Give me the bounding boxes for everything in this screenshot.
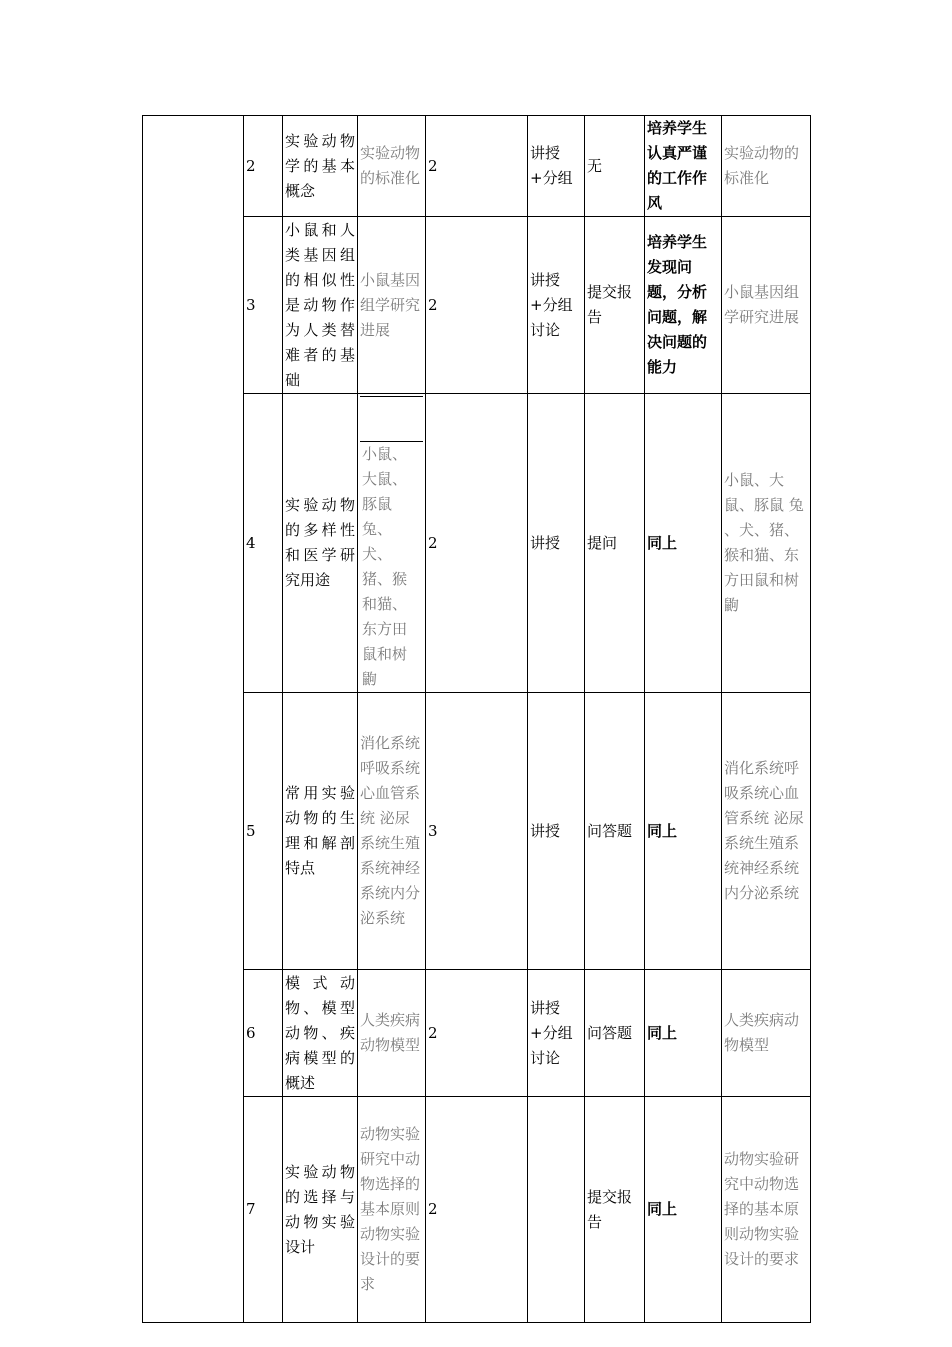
key-points-cell: 人类疾病动物模型 xyxy=(722,970,811,1097)
ideology-cell: 培养学生发现问题，分析问题，解决问题的能力 xyxy=(645,217,722,394)
table-row xyxy=(143,217,811,394)
hours-cell: 2 xyxy=(426,970,528,1097)
topic-cell: 模式动物、模型动物、疾病模型的概述 xyxy=(283,970,358,1097)
topic-cell: 实验动物的选择与动物实验设计 xyxy=(283,1097,358,1323)
hours-cell: 2 xyxy=(426,394,528,693)
ideology-cell: 同上 xyxy=(645,394,722,693)
row-number: 2 xyxy=(244,116,283,217)
row-number: 4 xyxy=(244,394,283,693)
assessment-cell: 提交报告 xyxy=(585,1097,645,1323)
table-row xyxy=(143,394,811,693)
hours-cell: 3 xyxy=(426,693,528,970)
hours-cell: 2 xyxy=(426,217,528,394)
content-text: 小鼠、大鼠、豚鼠兔、犬、猪、猴和猫、东方田鼠和树鼩 xyxy=(362,445,408,688)
ideology-cell: 同上 xyxy=(645,1097,722,1323)
hours-cell: 2 xyxy=(426,1097,528,1323)
key-points-cell: 小鼠、大鼠、豚鼠 兔 、犬、猪、猴和猫、东方田鼠和树鼩 xyxy=(722,394,811,693)
method-cell: 讲授+分组讨论 xyxy=(528,970,585,1097)
merged-left-cell xyxy=(143,116,244,1323)
table-row xyxy=(143,1097,811,1323)
key-points-cell: 消化系统呼吸系统心血管系统 泌尿系统生殖系统神经系统内分泌系统 xyxy=(722,693,811,970)
ideology-cell: 同上 xyxy=(645,970,722,1097)
row-number: 3 xyxy=(244,217,283,394)
ideology-cell: 同上 xyxy=(645,693,722,970)
key-points-cell: 实验动物的标准化 xyxy=(722,116,811,217)
row-number: 7 xyxy=(244,1097,283,1323)
assessment-cell: 提问 xyxy=(585,394,645,693)
content-cell: 实验动物的标准化 xyxy=(358,116,426,217)
method-cell: 讲授 xyxy=(528,394,585,693)
assessment-cell: 问答题 xyxy=(585,693,645,970)
method-cell xyxy=(528,1097,585,1323)
topic-cell: 实验动物学的基本概念 xyxy=(283,116,358,217)
table-row xyxy=(143,116,811,217)
assessment-cell: 问答题 xyxy=(585,970,645,1097)
key-points-cell: 小鼠基因组学研究进展 xyxy=(722,217,811,394)
course-schedule-table xyxy=(142,115,811,1323)
content-divider xyxy=(360,396,423,442)
content-cell: 人类疾病动物模型 xyxy=(358,970,426,1097)
content-cell: 动物实验研究中动物选择的基本原则动物实验设计的要求 xyxy=(358,1097,426,1323)
topic-cell: 小鼠和人类基因组的相似性是动物作为人类替难者的基础 xyxy=(283,217,358,394)
table-row xyxy=(143,693,811,970)
row-number: 6 xyxy=(244,970,283,1097)
topic-cell: 实验动物的多样性和医学研究用途 xyxy=(283,394,358,693)
assessment-cell: 提交报告 xyxy=(585,217,645,394)
row-number: 5 xyxy=(244,693,283,970)
key-points-cell: 动物实验研究中动物选择的基本原则动物实验设计的要求 xyxy=(722,1097,811,1323)
hours-cell: 2 xyxy=(426,116,528,217)
content-cell xyxy=(358,394,426,693)
method-cell: 讲授 xyxy=(528,693,585,970)
content-cell: 小鼠基因组学研究进展 xyxy=(358,217,426,394)
assessment-cell: 无 xyxy=(585,116,645,217)
method-cell: 讲授+分组 xyxy=(528,116,585,217)
method-cell: 讲授+分组讨论 xyxy=(528,217,585,394)
content-cell: 消化系统呼吸系统心血管系统 泌尿系统生殖系统神经系统内分泌系统 xyxy=(358,693,426,970)
topic-cell: 常用实验动物的生理和解剖特点 xyxy=(283,693,358,970)
table-row xyxy=(143,970,811,1097)
ideology-cell: 培养学生认真严谨的工作作风 xyxy=(645,116,722,217)
